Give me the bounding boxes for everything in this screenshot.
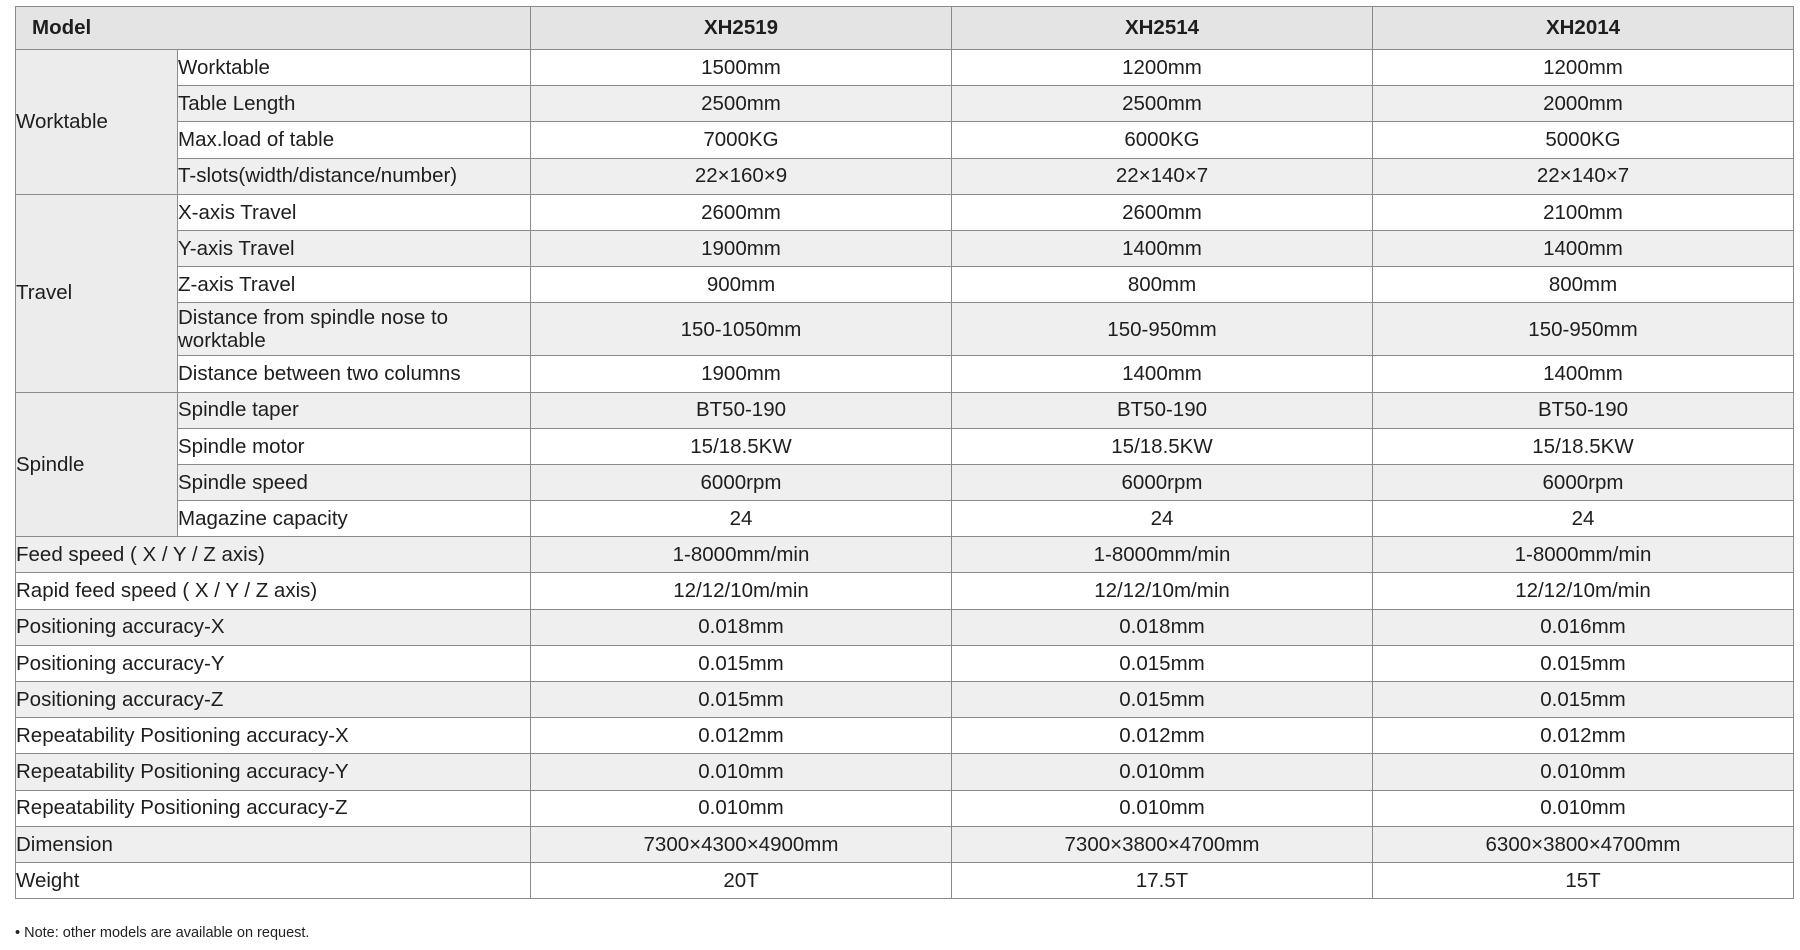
spec-value: 20T xyxy=(531,862,952,898)
spec-value: 1400mm xyxy=(952,356,1373,392)
spec-value: 150-1050mm xyxy=(531,303,952,356)
spec-label: Spindle taper xyxy=(178,392,531,428)
spec-label: Distance from spindle nose to worktable xyxy=(178,303,531,356)
spec-value: 1200mm xyxy=(1373,50,1794,86)
spec-value: 7300×3800×4700mm xyxy=(952,826,1373,862)
spec-row xyxy=(16,718,1794,754)
spec-value: 12/12/10m/min xyxy=(952,573,1373,609)
spec-value: 6000rpm xyxy=(531,464,952,500)
spec-row xyxy=(16,230,1794,266)
spec-row xyxy=(16,158,1794,194)
spec-value: 1500mm xyxy=(531,50,952,86)
spec-value: 1-8000mm/min xyxy=(1373,537,1794,573)
spec-value: 24 xyxy=(952,501,1373,537)
spec-value: 0.015mm xyxy=(952,645,1373,681)
spec-value: 15/18.5KW xyxy=(952,428,1373,464)
spec-value: 12/12/10m/min xyxy=(531,573,952,609)
spec-value: 0.015mm xyxy=(1373,682,1794,718)
spec-value: 900mm xyxy=(531,267,952,303)
spec-value: 2600mm xyxy=(952,194,1373,230)
spec-row xyxy=(16,122,1794,158)
spec-value: 6000KG xyxy=(952,122,1373,158)
spec-row xyxy=(16,303,1794,356)
group-label: Worktable xyxy=(16,50,178,195)
spec-value: 7000KG xyxy=(531,122,952,158)
spec-value: 22×140×7 xyxy=(952,158,1373,194)
spec-label: Distance between two columns xyxy=(178,356,531,392)
spec-row xyxy=(16,537,1794,573)
spec-value: 0.015mm xyxy=(531,682,952,718)
spec-value: 2100mm xyxy=(1373,194,1794,230)
spec-value: 2500mm xyxy=(952,86,1373,122)
spec-label: Spindle speed xyxy=(178,464,531,500)
spec-value: 15/18.5KW xyxy=(1373,428,1794,464)
spec-value: 1200mm xyxy=(952,50,1373,86)
spec-value: 800mm xyxy=(1373,267,1794,303)
spec-label: Repeatability Positioning accuracy-Z xyxy=(16,790,531,826)
spec-value: 1900mm xyxy=(531,230,952,266)
spec-value: 6000rpm xyxy=(952,464,1373,500)
spec-value: 0.010mm xyxy=(952,754,1373,790)
spec-value: BT50-190 xyxy=(952,392,1373,428)
spec-label: Rapid feed speed ( X / Y / Z axis) xyxy=(16,573,531,609)
spec-row xyxy=(16,609,1794,645)
spec-value: 1900mm xyxy=(531,356,952,392)
spec-value: 2000mm xyxy=(1373,86,1794,122)
spec-row xyxy=(16,267,1794,303)
spec-value: 0.018mm xyxy=(531,609,952,645)
group-label: Travel xyxy=(16,194,178,392)
footnote: • Note: other models are available on request. xyxy=(15,925,310,941)
spec-label: Feed speed ( X / Y / Z axis) xyxy=(16,537,531,573)
spec-value: 12/12/10m/min xyxy=(1373,573,1794,609)
spec-row xyxy=(16,754,1794,790)
spec-value: 17.5T xyxy=(952,862,1373,898)
spec-value: 24 xyxy=(1373,501,1794,537)
spec-value: 1400mm xyxy=(952,230,1373,266)
spec-value: 22×140×7 xyxy=(1373,158,1794,194)
spec-value: 1400mm xyxy=(1373,230,1794,266)
spec-value: BT50-190 xyxy=(1373,392,1794,428)
spec-value: 0.010mm xyxy=(1373,754,1794,790)
spec-row xyxy=(16,428,1794,464)
spec-value: 0.010mm xyxy=(1373,790,1794,826)
spec-row xyxy=(16,501,1794,537)
spec-row xyxy=(16,826,1794,862)
spec-label: Positioning accuracy-Y xyxy=(16,645,531,681)
spec-value: 800mm xyxy=(952,267,1373,303)
spec-value: 5000KG xyxy=(1373,122,1794,158)
spec-label: X-axis Travel xyxy=(178,194,531,230)
spec-value: 0.010mm xyxy=(531,754,952,790)
spec-value: 150-950mm xyxy=(952,303,1373,356)
spec-value: 0.010mm xyxy=(952,790,1373,826)
spec-table-body xyxy=(16,7,1794,899)
spec-value: 2600mm xyxy=(531,194,952,230)
spec-value: 6000rpm xyxy=(1373,464,1794,500)
spec-label: Repeatability Positioning accuracy-Y xyxy=(16,754,531,790)
spec-label: Worktable xyxy=(178,50,531,86)
spec-label: Max.load of table xyxy=(178,122,531,158)
spec-value: 0.012mm xyxy=(531,718,952,754)
model-name: XH2014 xyxy=(1373,7,1794,50)
spec-value: 15/18.5KW xyxy=(531,428,952,464)
spec-label: T-slots(width/distance/number) xyxy=(178,158,531,194)
spec-value: 1-8000mm/min xyxy=(531,537,952,573)
spec-value: 0.010mm xyxy=(531,790,952,826)
spec-row xyxy=(16,682,1794,718)
spec-value: 0.015mm xyxy=(531,645,952,681)
spec-value: 0.012mm xyxy=(952,718,1373,754)
spec-value: 6300×3800×4700mm xyxy=(1373,826,1794,862)
spec-row xyxy=(16,194,1794,230)
spec-value: 24 xyxy=(531,501,952,537)
spec-row xyxy=(16,862,1794,898)
spec-value: 150-950mm xyxy=(1373,303,1794,356)
spec-value: 1-8000mm/min xyxy=(952,537,1373,573)
spec-value: 2500mm xyxy=(531,86,952,122)
spec-row xyxy=(16,790,1794,826)
spec-value: 15T xyxy=(1373,862,1794,898)
spec-label: Weight xyxy=(16,862,531,898)
spec-row xyxy=(16,645,1794,681)
model-name: XH2514 xyxy=(952,7,1373,50)
spec-value: 0.016mm xyxy=(1373,609,1794,645)
spec-row xyxy=(16,50,1794,86)
group-label: Spindle xyxy=(16,392,178,537)
spec-label: Dimension xyxy=(16,826,531,862)
spec-value: 0.015mm xyxy=(1373,645,1794,681)
model-header: Model xyxy=(16,7,531,50)
spec-row xyxy=(16,573,1794,609)
spec-row xyxy=(16,392,1794,428)
spec-row xyxy=(16,356,1794,392)
header-row xyxy=(16,7,1794,50)
model-name: XH2519 xyxy=(531,7,952,50)
spec-label: Repeatability Positioning accuracy-X xyxy=(16,718,531,754)
spec-value: BT50-190 xyxy=(531,392,952,428)
spec-label: Magazine capacity xyxy=(178,501,531,537)
spec-label: Positioning accuracy-Z xyxy=(16,682,531,718)
spec-table xyxy=(15,6,1794,899)
spec-label: Table Length xyxy=(178,86,531,122)
spec-row xyxy=(16,86,1794,122)
spec-value: 0.015mm xyxy=(952,682,1373,718)
spec-value: 0.018mm xyxy=(952,609,1373,645)
spec-value: 1400mm xyxy=(1373,356,1794,392)
spec-label: Positioning accuracy-X xyxy=(16,609,531,645)
spec-label: Spindle motor xyxy=(178,428,531,464)
spec-value: 0.012mm xyxy=(1373,718,1794,754)
spec-value: 7300×4300×4900mm xyxy=(531,826,952,862)
spec-row xyxy=(16,464,1794,500)
spec-label: Y-axis Travel xyxy=(178,230,531,266)
spec-label: Z-axis Travel xyxy=(178,267,531,303)
spec-value: 22×160×9 xyxy=(531,158,952,194)
